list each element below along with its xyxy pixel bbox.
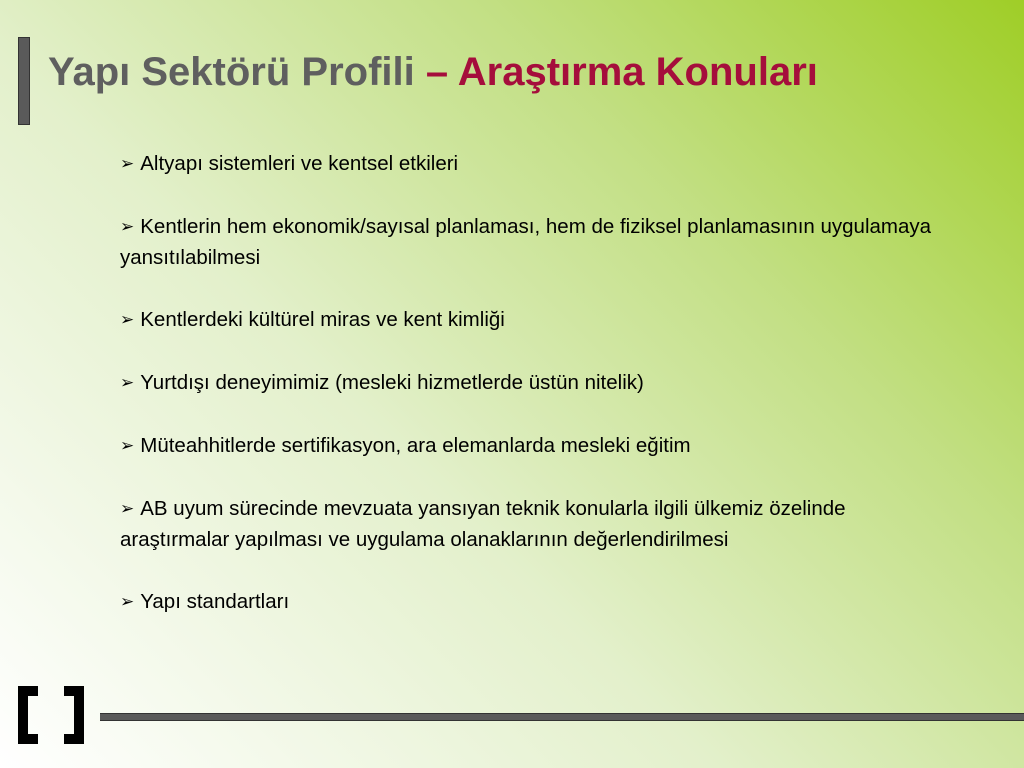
title-main: Yapı Sektörü Profili	[48, 50, 415, 94]
bullet-text: Yapı standartları	[140, 590, 290, 613]
arrow-right-icon: ➢	[120, 217, 135, 237]
arrow-right-icon: ➢	[120, 499, 135, 519]
title-accent-bar	[18, 37, 30, 125]
bullet-text: Yurtdışı deneyimimiz (mesleki hizmetlerde üstün nitelik)	[140, 371, 644, 394]
bullet-list	[120, 149, 940, 618]
arrow-right-icon: ➢	[120, 436, 135, 456]
bullet-item	[120, 212, 940, 273]
slide-title	[48, 46, 818, 98]
bullet-item	[120, 494, 940, 555]
bullet-item	[120, 149, 940, 180]
arrow-right-icon: ➢	[120, 310, 135, 330]
bullet-item	[120, 431, 940, 462]
arrow-right-icon: ➢	[120, 154, 135, 174]
bullet-item	[120, 305, 940, 336]
bullet-item	[120, 368, 940, 399]
bracket-logo-icon	[14, 682, 88, 748]
bullet-item	[120, 587, 940, 618]
title-accent: Araştırma Konuları	[457, 50, 818, 94]
bullet-text: Kentlerin hem ekonomik/sayısal planlaması, hem de fiziksel planlamasının uygulamaya yansıtılabilmesi	[120, 215, 932, 269]
bullet-text: Kentlerdeki kültürel miras ve kent kimliği	[140, 308, 505, 331]
arrow-right-icon: ➢	[120, 373, 135, 393]
bullet-text: AB uyum sürecinde mevzuata yansıyan teknik konularla ilgili ülkemiz özelinde araştırmalar yapılması ve uygulama olanaklarının değerlendirilmesi	[120, 497, 846, 551]
footer-divider	[100, 713, 1024, 721]
bullet-text: Müteahhitlerde sertifikasyon, ara elemanlarda mesleki eğitim	[140, 434, 691, 457]
arrow-right-icon: ➢	[120, 592, 135, 612]
bullet-text: Altyapı sistemleri ve kentsel etkileri	[140, 152, 459, 175]
title-dash: –	[425, 50, 449, 94]
